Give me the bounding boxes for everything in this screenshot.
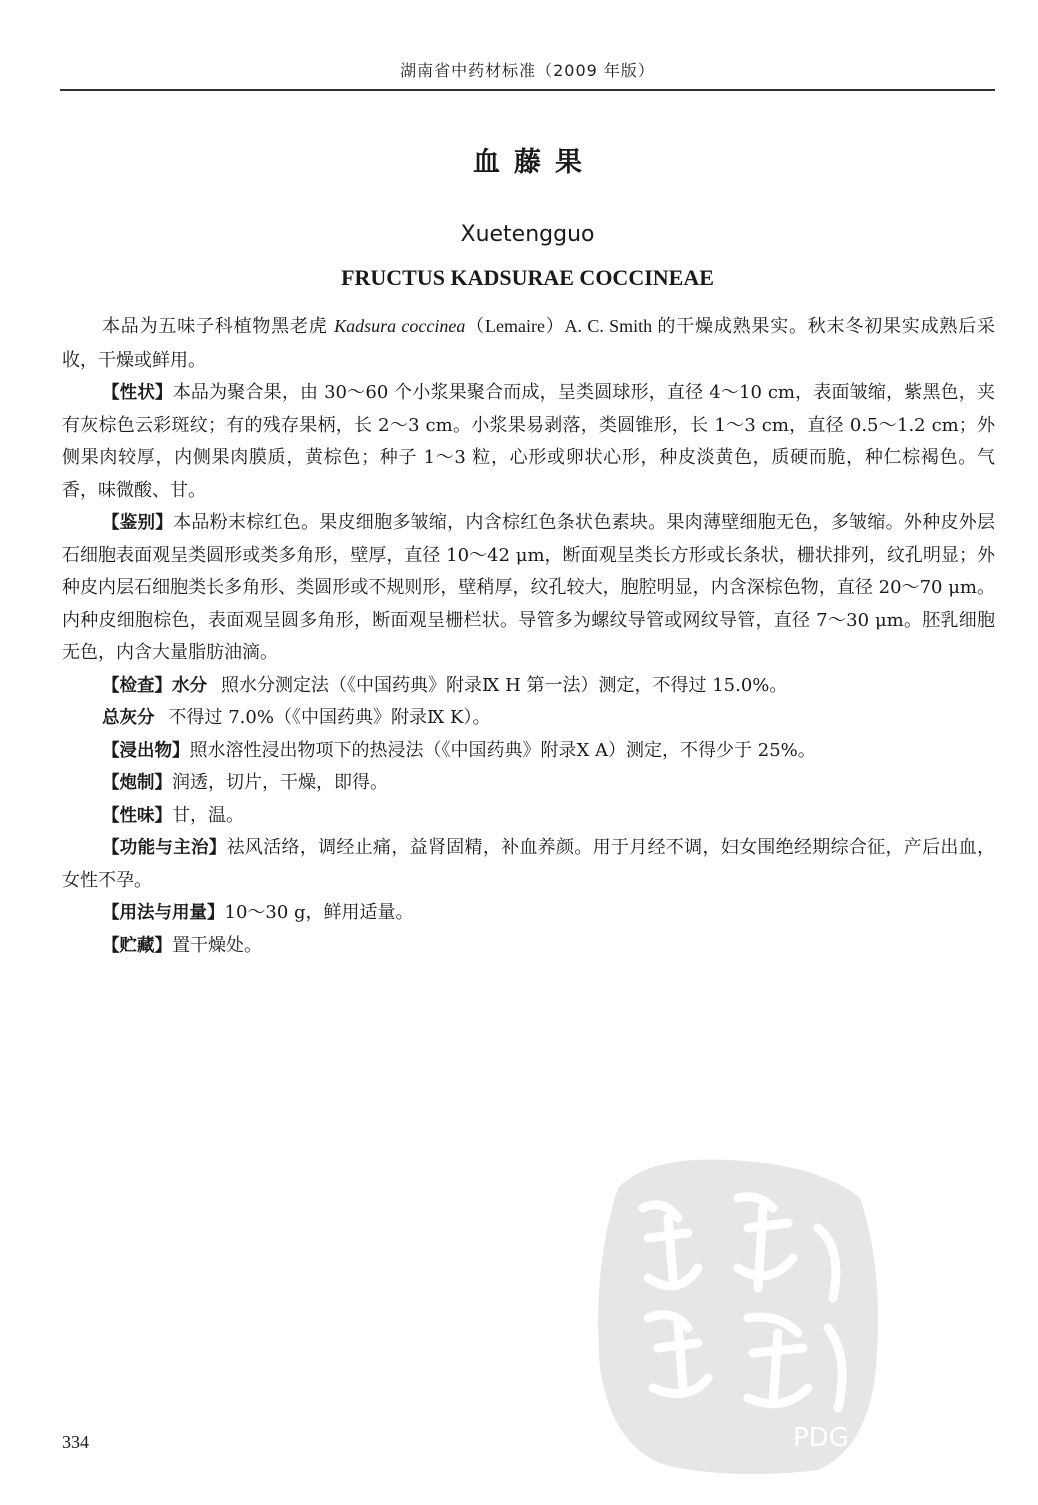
section-label-jinchuwu: 【浸出物】 [102, 740, 190, 761]
running-header: 湖南省中药材标准（2009 年版） [400, 61, 655, 80]
monograph-body [62, 310, 995, 962]
intro-text-b: （Lemaire）A. C. Smith 的干燥成熟果实。秋末冬初果实成熟后采收，干燥或鲜用。 [62, 316, 995, 370]
section-text-jiancha: 照水分测定法（《中国药典》附录Ⅸ H 第一法）测定，不得过 15.0%。 [221, 674, 788, 696]
section-paozhi [62, 767, 995, 800]
section-text-zhucang: 置干燥处。 [172, 934, 262, 956]
section-text-paozhi: 润透，切片，干燥，即得。 [172, 772, 388, 793]
section-text-xingwei: 甘，温。 [172, 804, 244, 826]
section-label-zhucang: 【贮藏】 [102, 935, 172, 956]
page-number: 334 [62, 1432, 89, 1452]
section-yongfa [62, 897, 995, 930]
sub-label-zonghuifen: 总灰分 [102, 708, 155, 728]
section-xingwei [62, 800, 995, 833]
section-label-xingzhuang: 【性状】 [102, 383, 173, 403]
section-jiancha [62, 670, 995, 703]
section-jinchuwu [62, 735, 995, 768]
intro-text-a: 本品为五味子科植物黑老虎 [102, 316, 335, 337]
section-text-jinchuwu: 照水溶性浸出物项下的热浸法（《中国药典》附录Ⅹ A）测定，不得少于 25%。 [189, 739, 816, 761]
section-text-xingzhuang: 本品为聚合果，由 30～60 个小浆果聚合而成，呈类圆球形，直径 4～10 cm，表面皱缩，紫黑色，夹有灰棕色云彩斑纹；有的残存果柄，长 2～3 cm。小浆果易剥落，类圆锥形，长 1～3 cm，直径 0.5～1.2 cm；外侧果肉较厚，内侧果肉膜质，黄棕色；种子 1～3 粒，心形或卵状心形，种皮淡黄色，质硬而脆，种仁棕褐色。气香，味微酸、甘。 [62, 382, 995, 501]
sub-label-shuifen: 水分 [172, 675, 207, 696]
header-rule [60, 89, 995, 91]
seal-pdg-label: PDG [793, 1423, 849, 1453]
section-label-paozhi: 【炮制】 [102, 773, 172, 793]
section-xingzhuang [62, 377, 995, 507]
latin-species-name: Kadsura coccinea [334, 316, 466, 336]
section-jianbie [62, 507, 995, 670]
entry-title-pinyin: Xuetengguo [460, 222, 595, 247]
watermark-seal [588, 1148, 888, 1478]
entry-title-latin: FRUCTUS KADSURAE COCCINEAE [341, 265, 714, 290]
section-text-gongneng: 祛风活络，调经止痛，益肾固精，补血养颜。用于月经不调，妇女围绝经期综合征，产后出血，女性不孕。 [62, 837, 996, 891]
section-label-yongfa: 【用法与用量】 [102, 903, 225, 923]
section-label-jianbie: 【鉴别】 [102, 513, 174, 533]
section-label-gongneng: 【功能与主治】 [102, 838, 227, 858]
intro-paragraph [62, 310, 995, 377]
entry-title-chinese: 血藤果 [473, 147, 596, 178]
section-gongneng [62, 832, 995, 897]
section-label-jiancha: 【检查】 [102, 675, 172, 696]
section-text-yongfa: 10～30 g，鲜用适量。 [224, 902, 414, 923]
section-text-jianbie: 本品粉末棕红色。果皮细胞多皱缩，内含棕红色条状色素块。果肉薄壁细胞无色，多皱缩。外种皮外层石细胞表面观呈类圆形或类多角形，壁厚，直径 10～42 μm，断面观呈类长方形或长条状，栅状排列，纹孔明显；外种皮内层石细胞类长多角形、类圆形或不规则形，壁稍厚，纹孔较大，胞腔明显，内含深棕色物，直径 20～70 μm。内种皮细胞棕色，表面观呈圆多角形，断面观呈栅栏状。导管多为螺纹导管或网纹导管，直径 7～30 μm。胚乳细胞无色，内含大量脂肪油滴。 [62, 512, 996, 663]
section-huifen [62, 702, 995, 735]
section-text-huifen: 不得过 7.0%（《中国药典》附录Ⅸ K）。 [168, 707, 491, 728]
section-zhucang [62, 930, 995, 963]
section-label-xingwei: 【性味】 [102, 805, 172, 826]
